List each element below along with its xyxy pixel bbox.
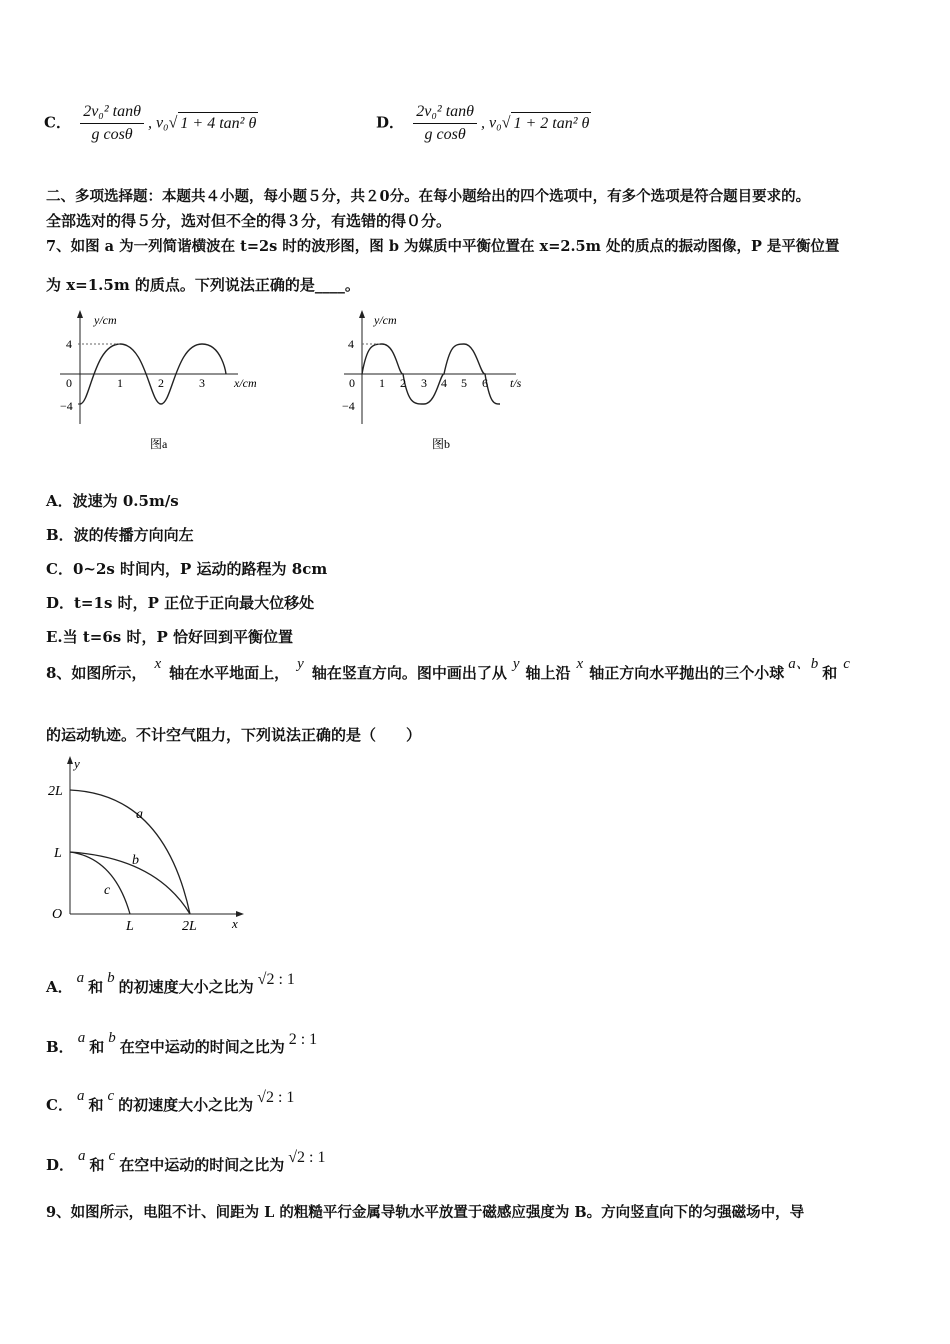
q8-stem-line2: 的运动轨迹。不计空气阻力，下列说法正确的是（ ）: [46, 726, 422, 744]
formula-rest: , v₀: [147, 114, 169, 132]
section2-line1: 二、多项选择题：本题共４小题，每小题５分，共２0分。在每小题给出的四个选项中，有多个选项是符合题目要求的。: [46, 188, 811, 205]
x-axis-label: x: [232, 916, 238, 931]
q7-stem-line2: 为 x=1.5m 的质点。下列说法正确的是____。: [46, 276, 360, 294]
y-top-label: 4: [66, 337, 72, 351]
q8-text: 轴在竖直方向。图中画出了从: [311, 664, 507, 682]
trajectory-a: [70, 790, 190, 914]
y-axis-arrow: [67, 756, 73, 764]
option-var: c: [107, 1088, 115, 1104]
option-text: 的初速度大小之比为: [118, 978, 254, 996]
q7-graph-a: [50, 306, 280, 456]
q8-text: 轴在水平地面上，: [169, 664, 290, 682]
q8-option-c: [46, 1088, 295, 1117]
option-var: a: [78, 1148, 86, 1164]
option-ratio: √2 : 1: [257, 971, 295, 988]
q8-text: 轴正方向水平抛出的三个小球: [589, 664, 785, 682]
caption: 图a: [150, 437, 168, 451]
section2-line2: 全部选对的得５分，选对但不全的得３分，有选错的得０分。: [46, 212, 452, 230]
denominator: g cosθ: [91, 126, 133, 143]
option-text: 和: [88, 1096, 104, 1114]
option-ratio: √2 : 1: [257, 1089, 295, 1106]
curve-b-label: b: [132, 853, 139, 868]
y-axis-arrow: [359, 310, 365, 318]
numerator: 2v₀² tanθ: [80, 102, 144, 124]
option-ratio: 2 : 1: [288, 1031, 318, 1048]
t-tick-1: 1: [379, 376, 385, 390]
option-var: a: [77, 1030, 86, 1046]
q7-option-c: C．0~2s 时间内，P 运动的路程为 8cm: [46, 560, 328, 578]
y-2L-label: 2L: [48, 784, 63, 799]
q6-option-d: [376, 102, 591, 145]
q8-text: 和: [822, 664, 838, 682]
formula-rest: , v₀: [481, 114, 502, 132]
option-label: D．: [376, 113, 405, 132]
caption: 图b: [432, 437, 451, 451]
numerator: 2v₀² tanθ: [413, 102, 477, 124]
y-axis-arrow: [77, 310, 83, 318]
formula-radicand: 1 + 2 tan² θ: [511, 112, 591, 135]
x-tick-2: 2: [158, 376, 164, 390]
x-L-label: L: [126, 919, 134, 934]
curve-a-label: a: [136, 807, 143, 822]
q8-var: c: [843, 656, 850, 672]
t-tick-6: 6: [482, 376, 488, 390]
q7-graph-b: [334, 306, 544, 456]
option-text: 在空中运动的时间之比为: [119, 1156, 285, 1174]
option-text: 在空中运动的时间之比为: [119, 1038, 285, 1056]
trajectory-b: [70, 852, 190, 914]
t-tick-5: 5: [461, 376, 467, 390]
option-label: C．: [46, 1096, 73, 1114]
q8-var: y: [297, 656, 304, 672]
q6-option-c: [44, 102, 258, 145]
q7-option-a: A．波速为 0.5m/s: [46, 492, 179, 510]
q8-var: y: [512, 656, 520, 672]
t-tick-2: 2: [400, 376, 406, 390]
q8-var: x: [576, 656, 584, 672]
q9-stem-line1: 9、如图所示，电阻不计、间距为 L 的粗糙平行金属导轨水平放置于磁感应强度为 B。方向竖直向下的匀强磁场中，导: [46, 1204, 805, 1221]
q7-option-d: D．t=1s 时，P 正位于正向最大位移处: [46, 594, 315, 612]
option-label: C．: [44, 113, 71, 132]
ylabel: y/cm: [94, 313, 117, 327]
y-bottom-label: −4: [342, 399, 355, 413]
option-text: 和: [89, 1038, 105, 1056]
origin-label: 0: [349, 376, 355, 390]
y-axis-label: y: [74, 756, 80, 771]
option-var: b: [108, 1030, 116, 1046]
x-2L-label: 2L: [182, 919, 197, 934]
x-tick-3: 3: [199, 376, 205, 390]
t-tick-3: 3: [421, 376, 427, 390]
ylabel: y/cm: [374, 313, 397, 327]
t-tick-4: 4: [441, 376, 447, 390]
option-ratio: √2 : 1: [288, 1149, 326, 1166]
q7-option-e: E.当 t=6s 时，P 恰好回到平衡位置: [46, 628, 293, 646]
sqrt-sign: √: [168, 114, 178, 132]
option-var: c: [108, 1148, 116, 1164]
q8-var: x: [154, 656, 162, 672]
option-var: b: [107, 970, 115, 986]
curve-c-label: c: [104, 883, 111, 898]
q7-stem-line1: 7、如图 a 为一列简谐横波在 t=2s 时的波形图，图 b 为媒质中平衡位置在 x=2.5m 处的质点的振动图像，P 是平衡位置: [46, 238, 840, 255]
xlabel: t/s: [510, 376, 522, 390]
option-label: D．: [46, 1156, 75, 1174]
q8-option-d: [46, 1148, 326, 1177]
option-label: B．: [46, 1038, 74, 1056]
q8-stem-line1: [46, 656, 850, 685]
q8-option-a: [46, 970, 295, 999]
xlabel: x/cm: [234, 376, 257, 390]
q8-text: 轴上沿: [525, 664, 571, 682]
option-var: a: [76, 1088, 85, 1104]
q8-trajectory-graph: [44, 754, 254, 940]
option-text: 和: [88, 978, 104, 996]
y-L-label: L: [54, 846, 62, 861]
formula-radicand: 1 + 4 tan² θ: [178, 112, 258, 135]
denominator: g cosθ: [424, 126, 466, 143]
q8-option-b: [46, 1030, 318, 1059]
option-text: 的初速度大小之比为: [118, 1096, 254, 1114]
fraction: [80, 102, 144, 145]
option-text: 和: [89, 1156, 105, 1174]
sqrt-sign: √: [501, 114, 511, 132]
origin-label: O: [52, 907, 63, 922]
q8-var: a、b: [788, 656, 819, 672]
fraction: [413, 102, 477, 145]
origin-label: 0: [66, 376, 72, 390]
q8-text: 8、如图所示，: [46, 664, 147, 682]
y-bottom-label: −4: [60, 399, 73, 413]
y-top-label: 4: [348, 337, 354, 351]
x-tick-1: 1: [117, 376, 123, 390]
q7-option-b: B．波的传播方向向左: [46, 526, 194, 544]
option-label: A．: [46, 978, 73, 996]
option-var: a: [76, 970, 85, 986]
